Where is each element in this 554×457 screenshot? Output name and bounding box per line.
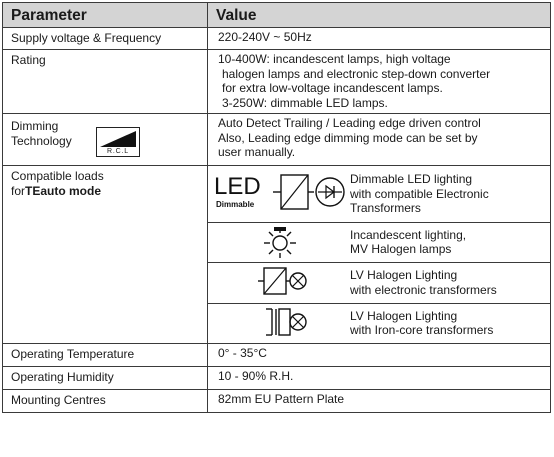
load-row-led [208,166,550,222]
iron-core-description [348,303,550,343]
led-icon-cell [208,166,348,222]
load-row-iron-core [208,303,550,343]
led-description [348,166,550,222]
led-driver-icon [208,167,348,217]
mounting-row [3,390,551,413]
electronic-desc-line-1: LV Halogen Lighting [350,268,458,282]
iron-core-desc-line-2: with Iron-core transformers [350,323,494,338]
compatible-loads [208,166,551,344]
dimming-line-3: user manually. [218,145,296,159]
incandescent-icon-cell [208,222,348,262]
incandescent-lamp-icon [208,223,348,259]
electronic-desc-line-2: with electronic transformers [350,282,497,297]
header-row [3,3,551,28]
dimming-value [208,114,551,166]
electronic-icon-cell [208,262,348,303]
led-label: LED [214,173,261,201]
temperature-value: 0° - 35°C [208,344,551,367]
led-desc-line-2: with compatible Electronic [350,186,489,201]
compatible-mode: TEauto mode [25,183,102,198]
rating-line-2: halogen lamps and electronic step-down converter [222,66,491,81]
electronic-description [348,262,550,303]
led-sub-label: Dimmable [216,200,255,210]
mounting-value: 82mm EU Pattern Plate [208,390,551,413]
header-parameter: Parameter [3,3,208,28]
dimming-line-2: Also, Leading edge dimming mode can be set by [218,130,478,145]
temperature-param: Operating Temperature [3,344,208,367]
rating-row [3,50,551,114]
rating-value [208,50,551,114]
humidity-row [3,367,551,390]
load-row-incandescent [208,222,550,262]
compatible-prefix: for [11,183,26,198]
compatible-param-line-1: Compatible loads [11,169,104,183]
supply-value: 220-240V ~ 50Hz [208,28,551,50]
incandescent-desc-line-1: Incandescent lighting, [350,227,467,242]
supply-row [3,28,551,50]
dimming-param-line-2: Technology [11,133,72,148]
incandescent-desc-line-2: MV Halogen lamps [350,242,452,256]
humidity-value: 10 - 90% R.H. [208,367,551,390]
rating-param: Rating [3,50,208,114]
dimming-param-line-1: Dimming [11,119,59,133]
spec-table [2,2,551,413]
load-row-electronic [208,262,550,303]
dimming-ramp-icon [99,130,137,148]
rcl-label: R.C.L [107,148,129,155]
temperature-row [3,344,551,367]
electronic-transformer-icon [208,263,348,299]
header-value: Value [208,3,551,28]
iron-core-icon-cell [208,303,348,343]
incandescent-description [348,222,550,262]
led-desc-line-1: Dimmable LED lighting [350,172,473,186]
compatible-param-line-2 [11,184,199,199]
mounting-param: Mounting Centres [3,390,208,413]
dimming-line-1: Auto Detect Trailing / Leading edge driven control [218,116,481,130]
supply-param: Supply voltage & Frequency [3,28,208,50]
rating-line-4: 3-250W: dimmable LED lamps. [222,95,388,110]
rating-line-3: for extra low-voltage incandescent lamps. [222,81,443,95]
dimming-row [3,114,551,166]
compatible-param [3,166,208,344]
rating-line-1: 10-400W: incandescent lamps, high voltage [218,52,451,66]
iron-core-desc-line-1: LV Halogen Lighting [350,308,458,323]
compatible-row [3,166,551,344]
rcl-badge [96,127,140,157]
dimming-param [3,114,208,166]
led-desc-line-3: Transformers [350,201,421,215]
iron-core-transformer-icon [208,304,348,340]
humidity-param: Operating Humidity [3,367,208,390]
